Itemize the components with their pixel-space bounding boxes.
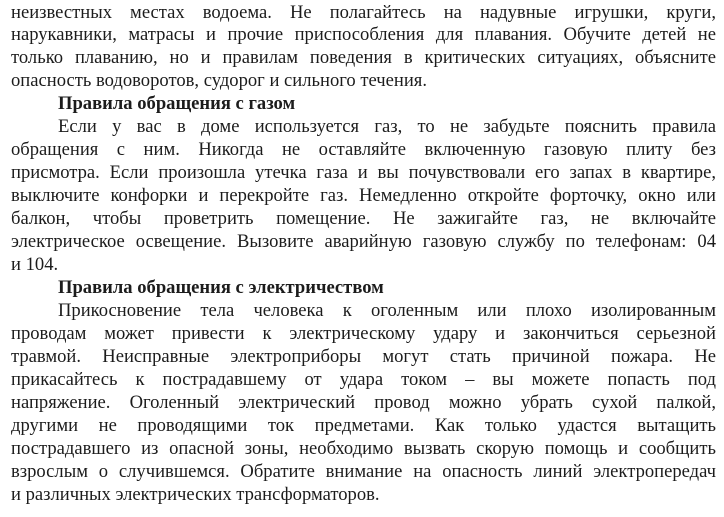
paragraph-line: выключите конфорки и перекройте газ. Немедленно откройте форточку, окно или	[11, 185, 716, 206]
paragraph-line: и 104.	[11, 254, 59, 275]
paragraph-line: балкон, чтобы проветрить помещение. Не зажигайте газ, не включайте	[11, 208, 716, 229]
paragraph-line: опасность водоворотов, судорог и сильного течения.	[11, 70, 427, 91]
paragraph-line: нарукавники, матрасы и прочие приспособления для плавания. Обучите детей не	[11, 24, 716, 45]
paragraph-line: электрическое освещение. Вызовите аварийную газовую службу по телефонам: 04	[11, 231, 716, 252]
paragraph-line: напряжение. Оголенный электрический провод можно убрать сухой палкой,	[11, 392, 716, 413]
paragraph-line: взрослым о случившемся. Обратите внимание на опасность линий электропередач	[11, 461, 716, 482]
cutoff-text-fragment	[58, 508, 76, 517]
paragraph-line: неизвестных местах водоема. Не полагайтесь на надувные игрушки, круги,	[11, 2, 716, 23]
paragraph-line: травмой. Неисправные электроприборы могут стать причиной пожара. Не	[11, 346, 716, 367]
paragraph-line: другими не проводящими ток предметами. Как только удастся вытащить	[11, 415, 716, 436]
paragraph-line: проводам может привести к электрическому удару и закончиться серьезной	[11, 323, 716, 344]
paragraph-line: Прикосновение тела человека к оголенным или плохо изолированным	[58, 300, 716, 321]
paragraph-line: только плаванию, но и правилам поведения в критических ситуациях, объясните	[11, 47, 716, 68]
paragraph-line: пострадавшего из опасной зоны, необходимо вызвать скорую помощь и сообщить	[11, 438, 716, 459]
paragraph-line: присмотра. Если произошла утечка газа и вы почувствовали его запах в квартире,	[11, 162, 716, 183]
section-heading-electricity: Правила обращения с электричеством	[58, 277, 384, 298]
paragraph-line: Если у вас в доме используется газ, то не забудьте пояснить правила	[58, 116, 716, 137]
paragraph-line: прикасайтесь к пострадавшему от удара током – вы можете попасть под	[11, 369, 716, 390]
paragraph-line: обращения с ним. Никогда не оставляйте включенную газовую плиту без	[11, 139, 716, 160]
paragraph-line: и различных электрических трансформаторов.	[11, 484, 380, 505]
section-heading-gas: Правила обращения с газом	[58, 93, 296, 114]
